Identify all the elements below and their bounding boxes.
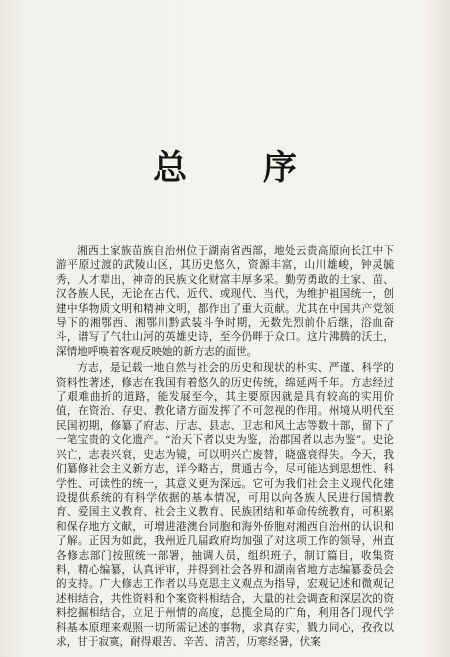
body-text [56, 244, 394, 651]
paragraph: 方志，是记载一地自然与社会的历史和现状的朴实、严谨、科学的资料性著述，修志在我国有着悠久的历史传统，绵延两千年。方志经过了艰难曲折的道路，能发展至今，其主要原因就是具有较高的实用价值，在资治、存史、教化诸方面发挥了不可忽视的作用。州境从明代至民国初期，修纂了府志、厅志、县志、卫志和风土志等数十部，留下了一笔宝贵的文化遗产。“治天下者以史为鉴，治郡国者以志为鉴”。史论兴亡，志表兴衰，史志为镜，可以明兴亡废替，晓盛衰得失。今天，我们纂修社会主义新方志，详今略古，贯通古今，尽可能达到思想性、科学性、可读性的统一，其意义更为深远。它可为我们社会主义现代化建设提供系统的有科学依据的基本情况，可用以向各族人民进行国情教育、爱国主义教育、社会主义教育、民族团结和革命传统教育，可积累和保存地方文献，可增进港澳台同胞和海外侨胞对湘西自治州的认识和了解。正因为如此，我州近几届政府均加强了对这项工作的领导，州直各修志部门按照统一部署，抽调人员，组织班子，制订篇目，收集资料，精心编纂，认真评审，并得到社会各界和湖南省地方志编纂委员会的支持。广大修志工作者以马克思主义观点为指导，宏观记述和微观记述相结合，共性资料和个案资料相结合，大量的社会调查和深层次的资料挖掘相结合，立足于州情的高度，总揽全局的广角，利用各门现代学科基本原理来观照一切所需记述的事物，求真存实，戮力同心，孜孜以求，甘于寂寞，耐得艰苦、辛苦、清苦，历寒经暑，伏案 [56, 362, 394, 648]
paragraph: 湘西土家族苗族自治州位于湖南省西部，地处云贵高原向长江中下游平原过渡的武陵山区，其历史悠久，资源丰富，山川雄峻，钟灵毓秀，人才辈出，神奇的民族文化财富丰厚多采。勤劳勇敢的土家、苗、汉各族人民，无论在古代、近代、或现代、当代，为维护祖国统一，创建中华物质文明和精神文明，都作出了重大贡献。尤其在中国共产党领导下的湘鄂西、湘鄂川黔武装斗争时期，无数先烈前仆后继，浴血奋斗，谱写了气壮山河的英雄史诗，至今仍畔于众口。这片沸腾的沃土，深情地呼唤着客观反映她的新方志的面世。 [56, 245, 394, 358]
page-title: 总 序 [153, 148, 329, 188]
